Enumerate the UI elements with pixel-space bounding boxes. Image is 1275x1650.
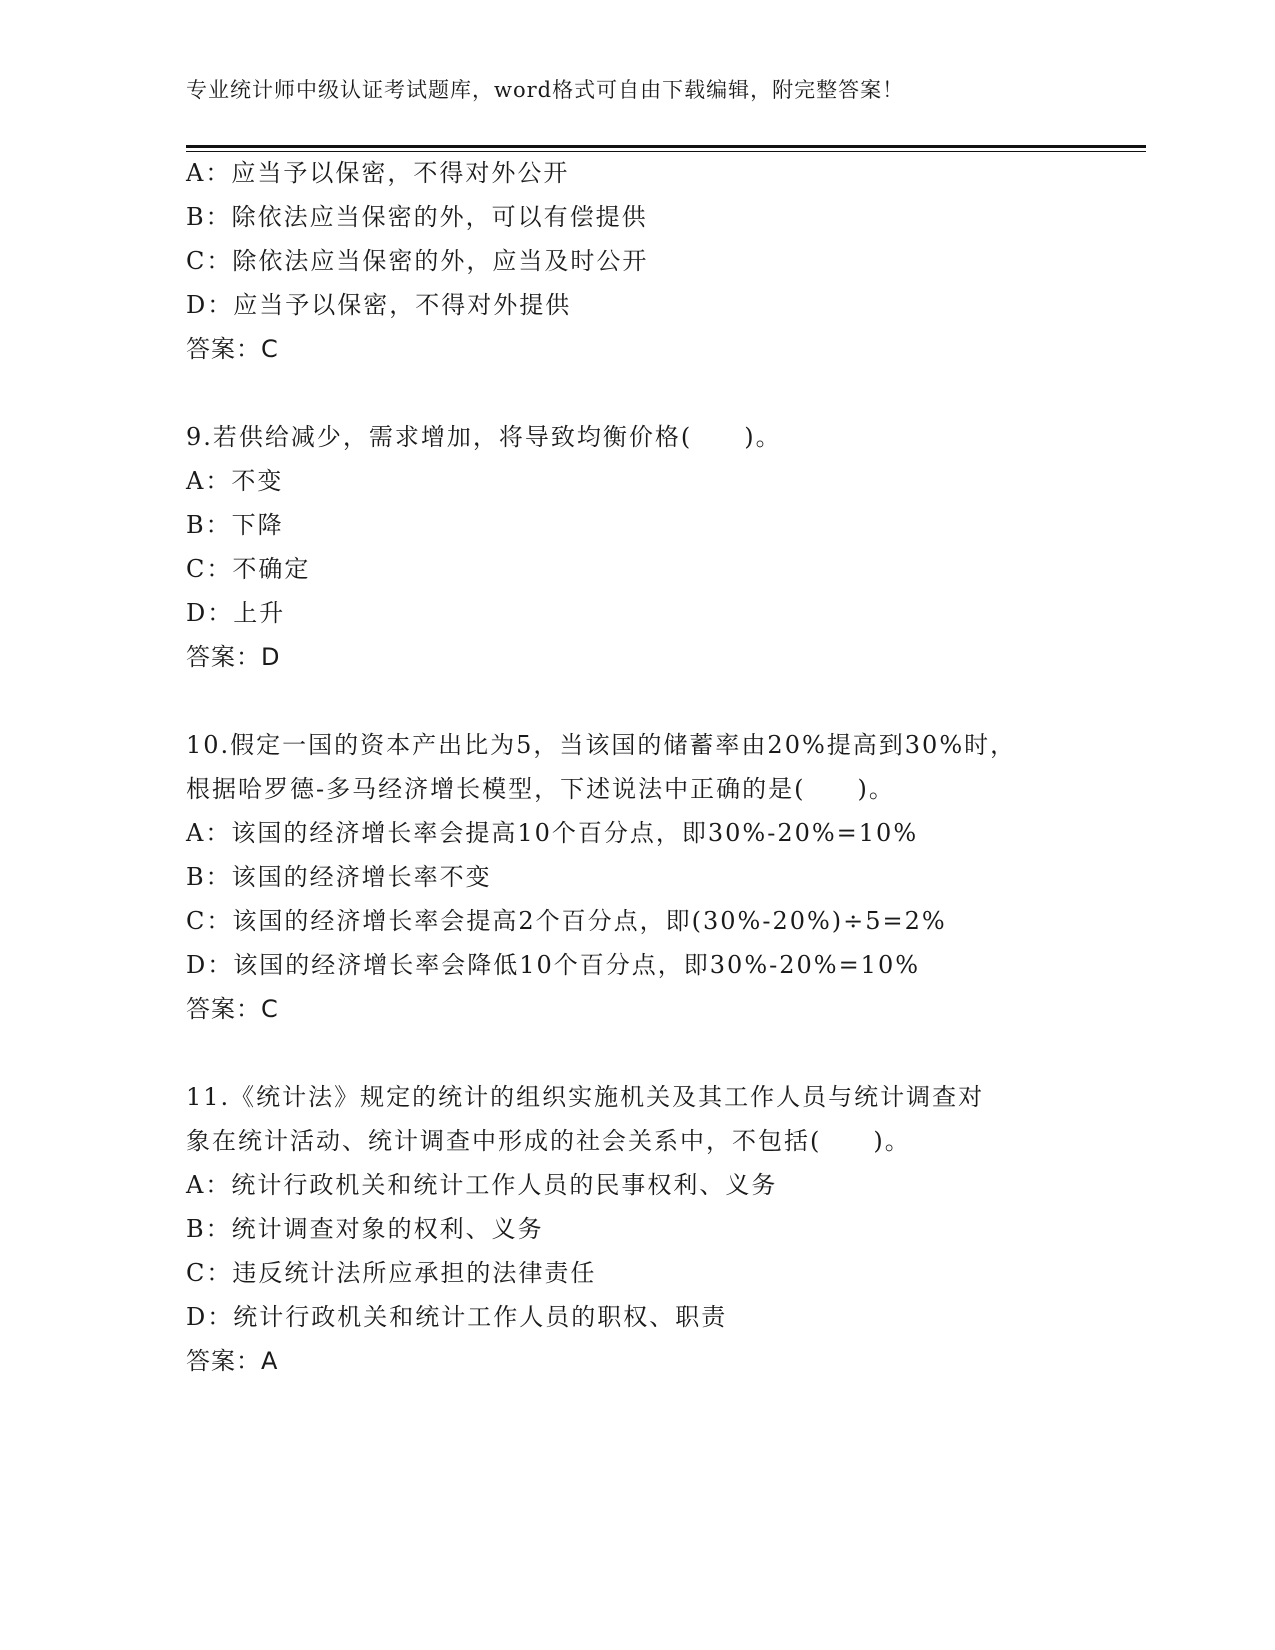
- prev-option-d: D：应当予以保密，不得对外提供: [186, 291, 572, 319]
- q11-option-c: C：违反统计法所应承担的法律责任: [186, 1259, 597, 1287]
- q9-answer: 答案：D: [186, 643, 281, 671]
- prev-option-c: C：除依法应当保密的外，应当及时公开: [186, 247, 649, 275]
- q10-option-d: D：该国的经济增长率会降低10个百分点，即30%-20%=10%: [186, 951, 921, 979]
- q11-option-d: D：统计行政机关和统计工作人员的职权、职责: [186, 1303, 728, 1331]
- q10-option-c: C：该国的经济增长率会提高2个百分点，即(30%-20%)÷5=2%: [186, 907, 947, 935]
- page-header: 专业统计师中级认证考试题库，word格式可自由下载编辑，附完整答案！: [186, 78, 905, 102]
- q11-stem-line-2: 象在统计活动、统计调查中形成的社会关系中，不包括( )。: [186, 1127, 911, 1155]
- q9-stem: 9.若供给减少，需求增加，将导致均衡价格( )。: [186, 423, 782, 451]
- q9-option-d: D：上升: [186, 599, 286, 627]
- q11-option-b: B：统计调查对象的权利、义务: [186, 1215, 544, 1243]
- q10-option-a: A：该国的经济增长率会提高10个百分点，即30%-20%=10%: [186, 819, 919, 847]
- q9-option-c: C：不确定: [186, 555, 311, 583]
- q10-option-b: B：该国的经济增长率不变: [186, 863, 492, 891]
- header-rule-thick: [186, 145, 1146, 148]
- q10-stem-line-2: 根据哈罗德-多马经济增长模型，下述说法中正确的是( )。: [186, 775, 895, 803]
- q10-answer: 答案：C: [186, 995, 279, 1023]
- prev-option-b: B：除依法应当保密的外，可以有偿提供: [186, 203, 648, 231]
- q10-stem-line-1: 10.假定一国的资本产出比为5，当该国的储蓄率由20%提高到30%时，: [186, 731, 1017, 759]
- q9-option-b: B：下降: [186, 511, 284, 539]
- prev-option-a: A：应当予以保密，不得对外公开: [186, 159, 570, 187]
- q11-stem-line-1: 11.《统计法》规定的统计的组织实施机关及其工作人员与统计调查对: [186, 1083, 985, 1111]
- header-rule-thin: [186, 151, 1146, 152]
- q11-option-a: A：统计行政机关和统计工作人员的民事权利、义务: [186, 1171, 778, 1199]
- prev-answer: 答案：C: [186, 335, 279, 363]
- q9-option-a: A：不变: [186, 467, 284, 495]
- q11-answer: 答案：A: [186, 1347, 279, 1375]
